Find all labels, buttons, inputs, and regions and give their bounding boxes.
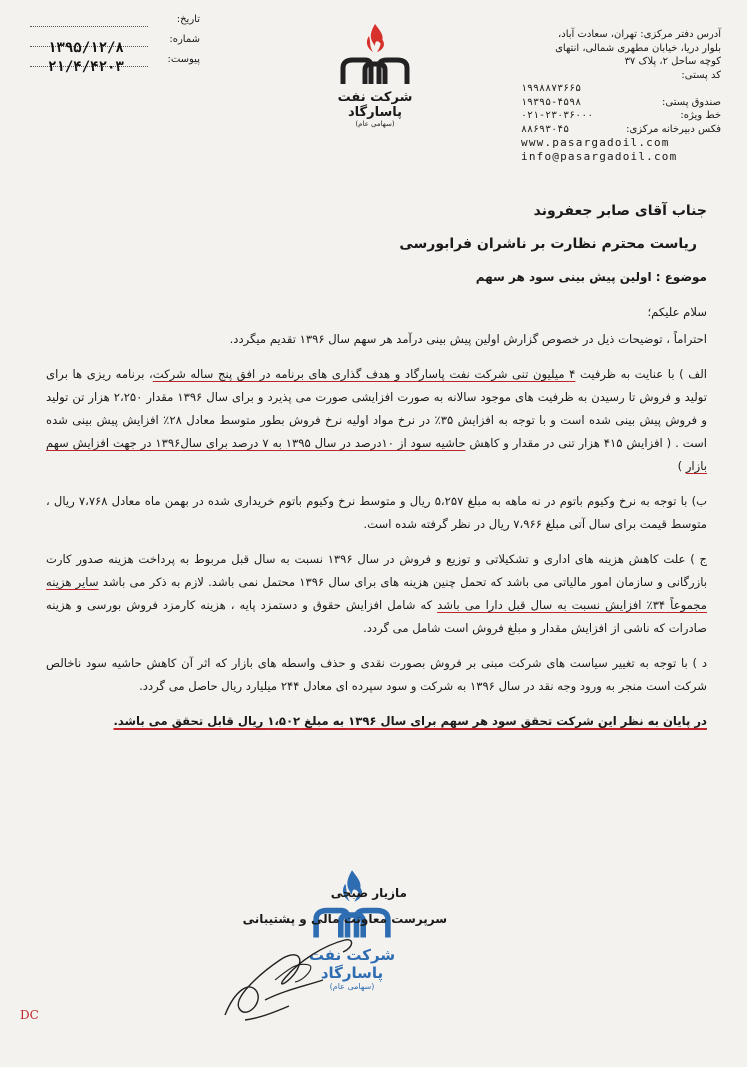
postal-code: ۱۹۹۸۸۷۳۶۶۵	[521, 83, 582, 94]
email-link[interactable]: info@pasargadoil.com	[521, 149, 678, 163]
recipient-name: جناب آقای صابر جعفروند	[533, 203, 707, 219]
paragraph-a-text-2: ، برنامه ریزی ها برای تولید و فروش تا رسیدن به ظرفیت های موجود سالانه به صورت افزایشی صورت می پذیرد و برای سال ۱۳۹۶ مقدار ۲،۲۵۰ هزار تن تولید و فروش پیش بینی شده است و با توجه به افزایش ۳۵٪ در نرخ مواد اولیه نرخ فروش بطور متوسط معادل ۲۸٪ افزایش پیش بینی شده است . ( افزایش ۴۱۵ هزار تنی در مقدار و کاهش	[46, 367, 708, 450]
phone-value: ۰۲۱-۲۳۰۳۶۰۰۰	[521, 110, 594, 121]
fax-label: فکس دبیرخانه مرکزی:	[626, 123, 721, 135]
phone-label: خط ویژه:	[680, 110, 721, 121]
paragraph-a-highlight-2: حاشیه سود از ۱۰درصد در سال ۱۳۹۵ به ۷ درصد برای سال۱۳۹۶ در جهت افزایش سهم بازار	[46, 436, 707, 473]
paragraph-a-text-1: الف ) با عنایت به ظرفیت	[575, 367, 708, 381]
postal-code-row	[521, 69, 721, 83]
address-line-1: آدرس دفتر مرکزی: تهران، سعادت آباد،	[558, 29, 721, 40]
date-label: تاریخ:	[176, 14, 200, 25]
letter-meta	[30, 14, 200, 74]
paragraph-a	[46, 363, 707, 478]
stamp-company-name: شرکت نفت پاسارگاد	[308, 946, 396, 982]
paragraph-a-text-3: )	[677, 459, 686, 473]
pobox-value: ۱۹۳۹۵-۴۵۹۸	[521, 96, 582, 108]
postal-code-label: کد پستی:	[681, 69, 721, 81]
phone-row	[521, 109, 721, 123]
paragraph-c-text-2: که شامل افزایش حقوق و دستمزد پایه ، هزینه کارمزد فروش بورسی و هزینه صادرات که ناشی از افزایش مقدار و مبلغ فروش است شامل می گردد.	[46, 598, 707, 635]
fax-value: ۸۸۶۹۳۰۴۵	[521, 123, 570, 135]
postal-code-value	[521, 82, 721, 96]
attachment-label: پیوست:	[167, 54, 200, 65]
signer-name: مازیار صبحی	[330, 886, 407, 900]
date-row	[30, 14, 200, 30]
logo-company-name: شرکت نفت پاسارگاد	[337, 90, 413, 120]
conclusion-text: در پایان به نظر این شرکت تحقق سود هر سهم برای سال ۱۳۹۶ به مبلغ ۱،۵۰۲ ریال قابل تحقق می باشد.	[113, 714, 707, 728]
paragraph-b: ب) با توجه به نرخ وکیوم باتوم در نه ماهه به مبلغ ۵،۲۵۷ ریال و متوسط نرخ وکیوم باتوم خریداری شده در بهمن ماه معادل ۷،۷۶۸ ریال ، متوسط قیمت برای سال آتی مبلغ ۷،۹۶۶ ریال در نظر گرفته شده است.	[46, 494, 708, 531]
address-line-2: بلوار دریا، خیابان مطهری شمالی، انتهای	[555, 42, 721, 54]
paragraph-c-highlight: سایر هزینه مجموعاً ۳۴٪ افزایش نسبت به سال قبل دارا می باشد	[46, 575, 707, 612]
number-row	[30, 34, 200, 56]
paragraph-d: د ) با توجه به تغییر سیاست های شرکت مبنی بر فروش بصورت نقدی و حذف واسطه های بازار که اثر آن کاهش حاشیه سود ناخالص شرکت است منجر به ورود وجه نقد در سال ۱۳۹۶ به شرکت و سود سپرده ای معادل ۲۴۴ میلیارد ریال حاصل می گردد.	[46, 656, 707, 693]
pobox-label: صندوق پستی:	[662, 96, 721, 108]
pobox-row	[521, 96, 721, 110]
paragraph-c	[46, 548, 707, 640]
fax-row	[521, 123, 721, 137]
date-value: ۱۳۹۵/۱۲/۸	[48, 40, 124, 56]
letter-subject: موضوع : اولین پیش بینی سود هر سهم	[475, 270, 707, 284]
stamp-company-type: (سهامی عام)	[329, 982, 375, 991]
intro-paragraph: احتراماً ، توضیحات ذیل در خصوص گزارش اولین پیش بینی درآمد هر سهم سال ۱۳۹۶ تقدیم میگردد.	[229, 332, 707, 346]
handwritten-signature	[205, 920, 375, 1030]
signer-role: سرپرست معاونت مالی و پشتیبانی	[242, 912, 447, 926]
attachment-row	[30, 54, 200, 75]
paragraph-c-text-1: ج ) علت کاهش هزینه های اداری و تشکیلاتی و توزیع و فروش در سال ۱۳۹۶ نسبت به سال قبل مربوط به پرداخت هزینه صدور کارت بازرگانی و سازمان امور مالیاتی می باشد که تحمل چنین هزینه های برای سال ۱۳۹۶ محتمل نمی باشد. لازم به ذکر می باشد	[46, 552, 708, 589]
conclusion-paragraph	[46, 710, 707, 733]
paragraph-a-highlight-1: ۴ میلیون تنی شرکت نفت پاسارگاد و هدف گذاری های برنامه در افق پنج ساله شرکت	[152, 367, 576, 381]
address-line-3: کوچه ساحل ۲، پلاک ۳۷	[624, 56, 721, 67]
website-link[interactable]: www.pasargadoil.com	[521, 136, 670, 149]
flame-logo-icon	[335, 22, 415, 88]
logo-company-type: (سهامی عام)	[355, 120, 395, 128]
number-value: ۲۱/۴/۴۲۰۳	[48, 59, 124, 75]
number-label: شماره:	[169, 34, 200, 45]
greeting: سلام علیکم؛	[647, 305, 707, 319]
recipient-title: ریاست محترم نظارت بر ناشران فرابورسی	[399, 236, 697, 252]
footer-mark: DC	[20, 1008, 39, 1022]
company-logo	[325, 22, 425, 128]
letter-body	[46, 200, 707, 733]
address-block	[521, 28, 721, 163]
